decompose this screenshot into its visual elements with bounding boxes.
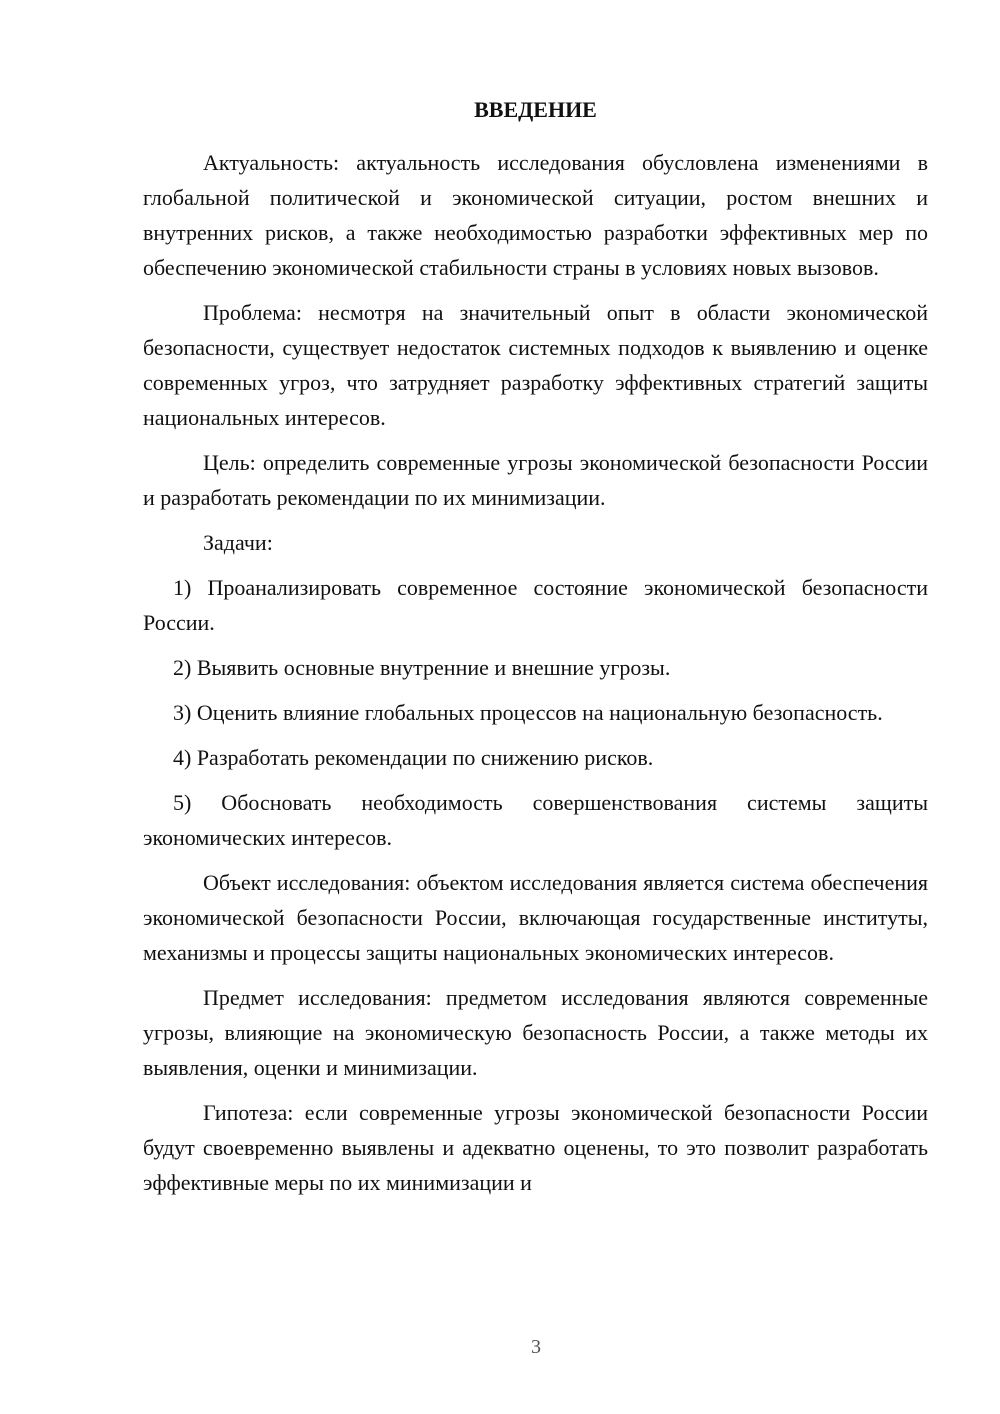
paragraph-goal: Цель: определить современные угрозы экономической безопасности России и разработать рекомендации по их минимизации. (143, 450, 928, 510)
paragraph-tasks-heading: Задачи: (203, 530, 273, 555)
section-title: ВВЕДЕНИЕ (474, 97, 597, 122)
page-number: 3 (531, 1336, 541, 1358)
paragraph-subject: Предмет исследования: предметом исследования являются современные угрозы, влияющие на экономическую безопасность России, а также методы их выявления, оценки и минимизации. (143, 985, 928, 1080)
task-item: 3) Оценить влияние глобальных процессов на национальную безопасность. (173, 700, 883, 725)
page-content (143, 92, 928, 1210)
task-item: 5) Обосновать необходимость совершенствования системы защиты экономических интересов. (143, 790, 928, 850)
task-item: 1) Проанализировать современное состояние экономической безопасности России. (143, 575, 928, 635)
paragraph-hypothesis: Гипотеза: если современные угрозы экономической безопасности России будут своевременно выявлены и адекватно оценены, то это позволит разработать эффективные меры по их минимизации и (143, 1100, 928, 1195)
task-item: 2) Выявить основные внутренние и внешние угрозы. (173, 655, 671, 680)
task-item: 4) Разработать рекомендации по снижению рисков. (173, 745, 654, 770)
paragraph-problem: Проблема: несмотря на значительный опыт в области экономической безопасности, существует недостаток системных подходов к выявлению и оценке современных угроз, что затрудняет разработку эффективных стратегий защиты национальных интересов. (143, 300, 928, 430)
paragraph-relevance: Актуальность: актуальность исследования обусловлена изменениями в глобальной политической и экономической ситуации, ростом внешних и внутренних рисков, а также необходимостью разработки эффективных мер по обеспечению экономической стабильности страны в условиях новых вызовов. (143, 150, 928, 280)
paragraph-object: Объект исследования: объектом исследования является система обеспечения экономической безопасности России, включающая государственные институты, механизмы и процессы защиты национальных экономических интересов. (143, 870, 928, 965)
